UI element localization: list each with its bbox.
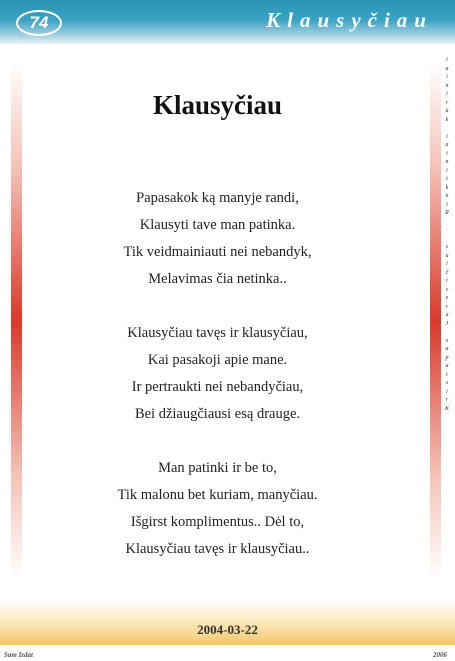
side-text-char: u [445,312,449,318]
side-text-char: a [445,346,449,352]
poem-line: Melavimas čia netinka.. [148,271,287,287]
side-text-char [442,235,452,244]
side-text-char [442,124,452,133]
year-label: 2006 [433,651,447,659]
stanza [0,185,435,293]
side-text-char: i [446,150,448,157]
side-text-char: i [446,261,448,267]
stanza [0,455,435,563]
poem-line: Tik malonu bet kuriam, manyčiau. [117,487,318,503]
side-text-char: i [446,201,448,208]
side-text-char: k [445,116,449,123]
header-bar [0,0,455,44]
logo: 74 [16,10,62,36]
side-text-char: a [445,142,449,148]
side-text-char: i [446,388,448,395]
side-text-char: i [446,57,448,63]
side-text-char: n [445,159,449,165]
side-text-char: i [446,74,448,80]
side-text-char: v [445,286,449,293]
side-text-char [442,328,452,337]
header-title: Klausyčiau [266,8,433,32]
side-text-char: K [444,405,449,412]
side-text-char: i [446,167,448,174]
side-text-char: a [445,65,449,72]
side-text-char: J [445,320,449,327]
poem-line: Man patinki ir be to, [158,460,277,476]
poem-line: Klausyčiau tavęs ir klausyčiau.. [125,541,310,557]
side-text-char: i [446,91,448,97]
side-text-char: t [446,176,448,182]
poem-line: Išgirst komplimentus.. Dėl to, [130,514,305,530]
poem-line: Ir pertraukti nei nebandyčiau, [131,379,304,395]
side-text-char: R [445,210,449,216]
side-text-char: n [445,82,449,89]
side-text-char [442,218,452,227]
date-label: 2004-03-22 [197,622,258,637]
poem-line: Bei džiaugčiausi esą drauge. [134,406,301,422]
side-text-char: r [445,99,449,106]
side-text-char: t [446,371,448,378]
poem-line: Klausyčiau tavęs ir klausyčiau, [127,325,308,341]
vertical-side-text [442,56,452,596]
side-text-char: · [446,227,448,233]
side-text-char: č [445,269,449,276]
side-text-char: ū [445,108,449,114]
side-text-char: u [445,363,449,369]
side-text-char: n [445,193,449,199]
side-text-char: s [445,244,449,250]
stanza [0,320,435,428]
side-text-char: k [445,184,449,191]
bottom-bar [0,648,455,661]
side-text-char: u [445,252,449,259]
side-text-char: r [445,397,449,403]
side-text-char: e [445,295,449,301]
side-text-char: i [446,278,448,284]
poem-title: Klausyčiau [152,90,283,120]
side-text-char: s [445,380,449,386]
side-text-char: p [445,354,449,361]
poem-line: Klausyti tave man patinka. [139,217,296,233]
publisher-label: Sam Izdat [4,651,33,659]
poem-line: Kai pasakoji apie mane. [147,352,288,368]
side-text-char: s [445,337,449,344]
side-text-char: i [446,133,448,140]
poem-line: Tik veidmainiauti nei nebandyk, [123,244,312,260]
poem-line: Papasakok ką manyje randi, [136,190,299,206]
poem-body [0,185,435,590]
side-text-char: r [445,303,449,310]
